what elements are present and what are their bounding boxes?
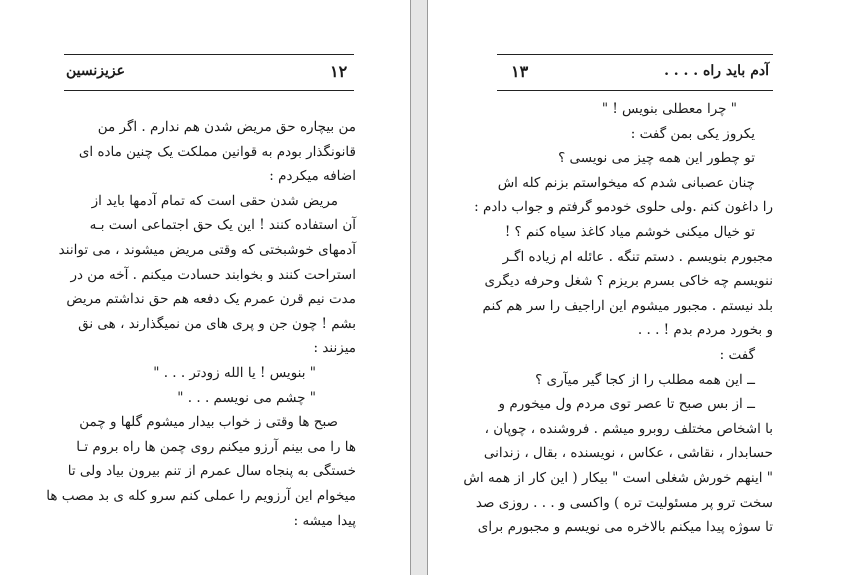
text-line: را داغون کنم .ولی حلوی خودمو گرفتم و جواب دادم : <box>474 199 773 216</box>
text-line: ننویسم چه خاکی بسرم بریزم ؟ شغل وحرفه دیگری <box>484 273 773 290</box>
text-line: من بیچاره حق مریض شدن هم ندارم . اگر من <box>97 119 356 135</box>
text-line: " بنویس ! یا الله زودتر . . . " <box>153 364 316 381</box>
text-line: " چرا معطلی بنویس ! " <box>601 101 737 117</box>
page-header <box>64 54 354 91</box>
text-line: آن استفاده کنند ! این یک حق اجتماعی است بـه <box>89 217 356 234</box>
text-line: مریض شدن حقی است که تمام آدمها باید از <box>91 192 338 209</box>
left-page <box>0 0 410 575</box>
text-line: ــ این همه مطلب را از کجا گیر میآری ؟ <box>535 371 755 388</box>
text-line: تو چطور این همه چیز می نویسی ؟ <box>558 150 755 167</box>
text-line: بلد نیستم . مجبور میشوم این اراجیف را سر هم کنم <box>482 297 773 314</box>
text-line: قانونگذار بودم به قوانین مملکت یک چنین ماده ای <box>78 143 356 160</box>
page-body <box>46 115 356 533</box>
book-gutter <box>410 0 427 575</box>
page-number: ۱۳ <box>511 62 529 81</box>
text-line: " چشم می نویسم . . . " <box>177 389 316 406</box>
page-edge <box>427 0 428 575</box>
page-header <box>497 54 773 91</box>
running-title: عزیزنسین <box>66 63 125 79</box>
text-line: پیدا میشه : <box>293 512 356 529</box>
text-line: استراحت کنند و بخوابند حسادت میکنم . آخه من در <box>70 266 356 283</box>
text-line: میزنند : <box>313 340 356 357</box>
text-line: و بخورد مردم بدم ! . . . <box>637 322 773 339</box>
text-line: یکروز یکی بمن گفت : <box>630 125 755 142</box>
text-line: ــ از بس صبح تا عصر توی مردم ول میخورم و <box>498 396 755 413</box>
text-line: مدت نیم قرن عمرم یک دفعه هم حق نداشتم مریض <box>66 291 356 308</box>
text-line: با اشخاص مختلف روبرو میشم . فروشنده ، چوپان ، <box>484 420 773 437</box>
text-line: چنان عصبانی شدم که میخواستم بزنم کله اش <box>497 174 755 191</box>
text-line: ها را می بینم آرزو میکنم روی چمن ها راه بروم تـا <box>76 438 356 455</box>
text-line: حسابدار ، نقاشی ، عکاس ، نویسنده ، بقال ، زندانی <box>483 445 773 462</box>
running-title: آدم باید راه . . . . <box>664 63 769 79</box>
text-line: تو خیال میکنی خوشم میاد کاغذ سیاه کنم ؟ ! <box>504 223 755 240</box>
text-line: میخوام این آرزویم را عملی کنم سرو کله ی بد مصب ها <box>46 487 356 504</box>
page-number: ۱۲ <box>330 62 348 81</box>
text-line: گفت : <box>719 346 755 363</box>
text-line: خستگی به پنجاه سال عمرم از تنم بیرون بیاد ولی تا <box>67 463 356 480</box>
page-body <box>463 97 773 540</box>
text-line: تا سوژه پیدا میکنم بالاخره می نویسم و مجبورم برای <box>477 519 773 536</box>
page-edge <box>410 0 411 575</box>
text-line: آدمهای خوشبختی که وقتی مریض میشوند ، می توانند <box>58 241 356 258</box>
right-page <box>427 0 844 575</box>
text-line: بشم ! چون جن و پری های من نمیگذارند ، هی نق <box>78 315 356 332</box>
text-line: " اینهم خورش شغلی است " بیکار ( این کار از همه اش <box>463 469 773 486</box>
text-line: مجبورم بنویسم . دستم تنگه . عائله ام زیاده اگـر <box>502 248 773 265</box>
text-line: صبح ها وقتی ز خواب بیدار میشوم گلها و چمن <box>79 414 338 431</box>
text-line: سخت ترو پر مسئولیت تره ) واکسی و . . . روزی صد <box>475 494 773 511</box>
text-line: اضافه میکردم : <box>269 168 356 185</box>
